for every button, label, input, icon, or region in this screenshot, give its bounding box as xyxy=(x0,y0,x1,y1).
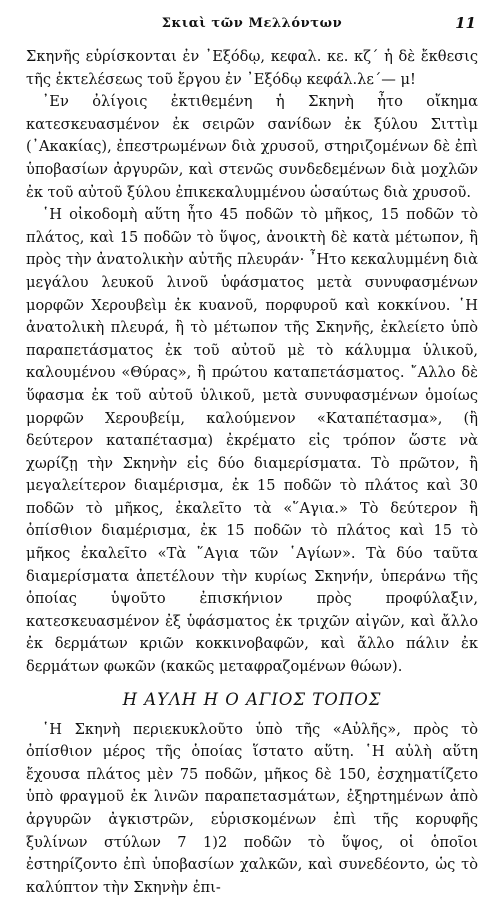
paragraph-courtyard: ῾Η Σκηνὴ περιεκυκλοῦτο ὑπὸ τῆς «Αὐλῆς», πρὸς τὸ ὀπίσθιον μέρος τῆς ὁποίας ἵστατο αὕτη. ῾Η αὐλὴ αὕτη ἔχουσα πλάτος μὲν 75 ποδῶν, μῆκος δὲ 150, ἐσχηματίζετο ὑπὸ φραγμοῦ ἐκ λινῶν παραπετασμάτων, ἐξηρτημένων ἀπὸ ἀργυρῶν ἀγκιστρῶν, εὑρισκομένων ἐπὶ τῆς κορυφῆς ξυλίνων στύλων 7 1)2 ποδῶν τὸ ὕψος, οἱ ὁποῖοι ἐστηρίζοντο ἐπὶ ὑποβασίων χαλκῶν, καὶ συνεδέοντο, ὡς τὸ καλύπτον τὴν Σκηνὴν ἐπι- xyxy=(26,720,478,896)
page-number: 11 xyxy=(455,14,476,32)
paragraph-tabernacle-dimensions: ῾Η οἰκοδομὴ αὕτη ἦτο 45 ποδῶν τὸ μῆκος, 15 ποδῶν τὸ πλάτος, καὶ 15 ποδῶν τὸ ὕψος, ἀνοικτὴ δὲ κατὰ μέτωπον, ἢ πρὸς τὴν ἀνατολικὴν αὐτῆς πλευράν· ῏Ητο κεκαλυμμένη διὰ μεγάλου λευκοῦ λινοῦ ὑφάσματος μετὰ συνυφασμένων μορφῶν Χερουβεὶμ ἐκ κυανοῦ, πορφυροῦ καὶ κοκκίνου. ῾Η ἀνατολικὴ πλευρά, ἢ τὸ μέτωπον τῆς Σκηνῆς, ἐκλείετο ὑπὸ παραπετάσματος ἐκ τοῦ αὐτοῦ μὲ τὸ κάλυμμα ὑλικοῦ, καλουμένου «Θύρας», ἢ πρώτου καταπετάσματος. ῎Αλλο δὲ ὕφασμα ἐκ τοῦ αὐτοῦ ὑλικοῦ, μετὰ συνυφασμένων ὁμοίως μορφῶν Χερουβείμ, καλούμενον «Καταπέτασμα», (ἢ δεύτερον καταπέτασμα) ἐκρέματο εἰς τρόπον ὥστε νὰ χωρίζῃ τὴν Σκηνὴν εἰς δύο διαμερίσματα. Τὸ πρῶτον, ἢ μεγαλείτερον διαμέρισμα, ἐκ 15 ποδῶν τὸ πλάτος καὶ 30 ποδῶν τὸ μῆκος, ἐκαλεῖτο τὰ «῞Αγια.» Τὸ δεύτερον ἢ ὀπίσθιον διαμέρισμα, ἐκ 15 ποδῶν τὸ πλάτος καὶ 15 τὸ μῆκος ἐκαλεῖτο «Τὰ ῞Αγια τῶν ῾Αγίων». Τὰ δύο ταῦτα διαμερίσματα ἀπετέλουν τὴν κυρίως Σκηνήν, ὑπεράνω τῆς ὁποίας ὑψοῦτο ἐπισκήνιον πρὸς προφύλαξιν, κατεσκευασμένον ἐξ ὑφάσματος ἐκ τριχῶν αἰγῶν, καὶ ἄλλο ἐκ δερμάτων κριῶν κοκκινοβαφῶν, καὶ ἄλλο πάλιν ἐκ δερμάτων φωκῶν (κακῶς μεταφραζομένων θώων). xyxy=(26,206,478,676)
page-header xyxy=(26,12,478,38)
body-text xyxy=(26,46,478,899)
paragraph-continuation: Σκηνῆς εὑρίσκονται ἐν ᾽Εξόδῳ, κεφαλ. κε. κζ΄ ἡ δὲ ἔκθεσις τῆς ἐκτελέσεως τοῦ ἔργου ἐν ᾽Εξόδῳ κεφάλ.λε΄— μ! xyxy=(26,48,478,88)
paragraph-tabernacle-description: ᾽Εν ὀλίγοις ἐκτιθεμένη ἡ Σκηνὴ ἦτο οἴκημα κατεσκευασμένον ἐκ σειρῶν σανίδων ἐκ ξύλου Σιττὶμ (᾽Ακακίας), ἐπεστρωμένων διὰ χρυσοῦ, στηριζομένων δὲ ἐπὶ ὑποβασίων ἀργυρῶν, καὶ στενῶς συνδεδεμένων διὰ μοχλῶν ἐκ τοῦ αὐτοῦ ξύλου ἐπικεκαλυμμένου ὡσαύτως διὰ χρυσοῦ. xyxy=(26,93,478,201)
running-title: Σκιαὶ τῶν Μελλόντων xyxy=(161,16,343,31)
section-heading: Η ΑΥΛΗ Η Ο ΑΓΙΟΣ ΤΟΠΟΣ xyxy=(122,689,382,709)
